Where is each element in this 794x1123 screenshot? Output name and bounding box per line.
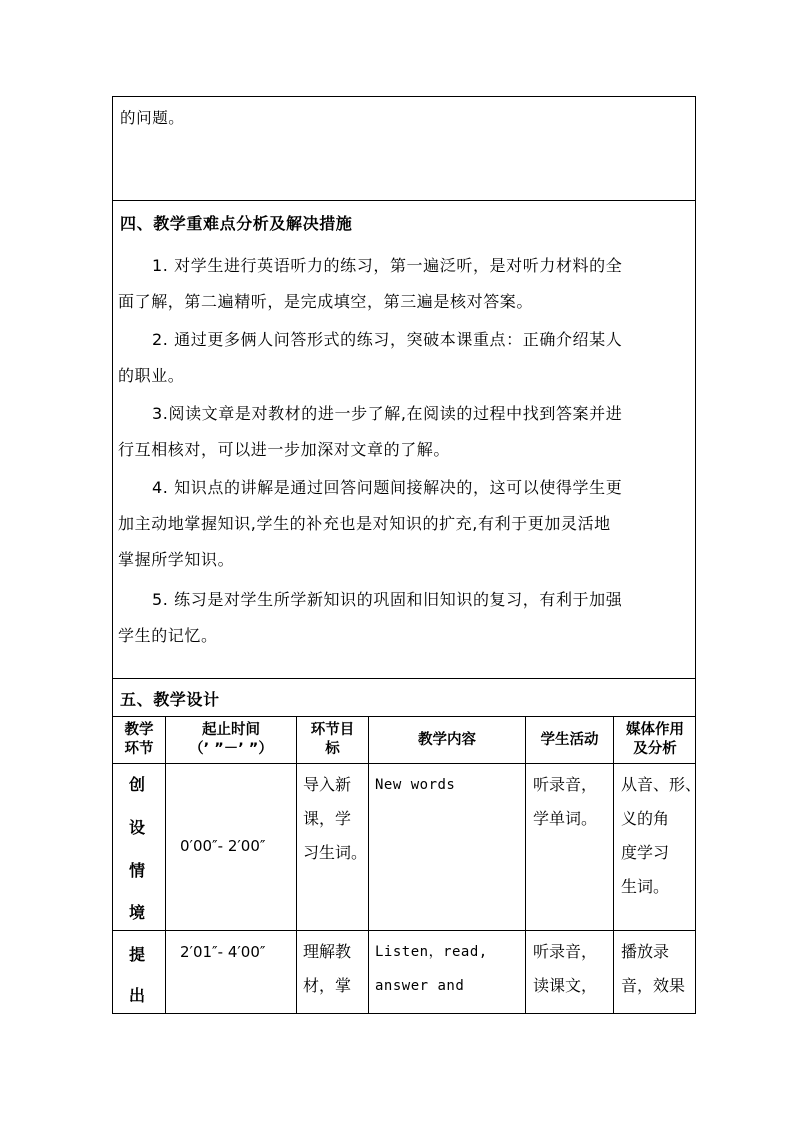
header-time	[166, 721, 296, 759]
text-line: 学生的记忆。	[118, 626, 218, 645]
row-divider	[112, 200, 696, 201]
cell-line: 播放录	[621, 942, 670, 961]
media-cell	[621, 768, 701, 904]
text-line: 面了解，第二遍精听，是完成填空，第三遍是核对答案。	[118, 292, 534, 311]
row-divider	[112, 763, 696, 764]
header-text: 媒体作用	[626, 722, 684, 738]
header-content: 教学内容	[418, 732, 476, 748]
stage-char: 创	[128, 775, 145, 794]
cell-line: 从音、形、	[621, 775, 702, 794]
text-line: 加主动地掌握知识,学生的补充也是对知识的扩充,有利于更加灵活地	[118, 514, 611, 533]
goal-cell	[303, 768, 367, 870]
cell-line: 度学习	[621, 843, 670, 862]
header-text: 环节目	[310, 722, 355, 738]
cell-line: 导入新	[303, 775, 352, 794]
stage-char: 情	[128, 861, 145, 880]
section5-title: 五、教学设计	[120, 690, 220, 709]
header-activity: 学生活动	[540, 732, 599, 748]
header-text: 起止时间	[202, 722, 260, 738]
cell-line: New words	[375, 777, 456, 793]
stage-char: 境	[128, 903, 145, 922]
goal-cell	[303, 935, 351, 1003]
cell-line: 材，掌	[303, 976, 352, 995]
col-divider	[525, 716, 526, 1014]
col-divider	[368, 716, 369, 1014]
section4-paragraph-2	[118, 322, 692, 394]
cell-line: 生词。	[621, 877, 670, 896]
row-divider	[112, 716, 696, 717]
activity-cell	[533, 935, 597, 1003]
cell-line: 学单词。	[533, 809, 598, 828]
cell-line: answer and	[375, 978, 465, 994]
time-range: 0′00″- 2′00″	[180, 837, 266, 855]
stage-char: 提	[128, 945, 145, 964]
continued-text: 的问题。	[120, 109, 185, 127]
header-text: 教学	[124, 722, 154, 738]
text-line: 1. 对学生进行英语听力的练习，第一遍泛听，是对听力材料的全	[152, 256, 623, 275]
cell-line: 习生词。	[303, 843, 368, 862]
section4-title: 四、教学重难点分析及解决措施	[120, 214, 353, 233]
section4-paragraph-3	[118, 396, 692, 468]
text-line: 5. 练习是对学生所学新知识的巩固和旧知识的复习，有利于加强	[152, 590, 623, 609]
cell-line: 听录音，	[533, 775, 598, 794]
section4-paragraph-1	[118, 248, 692, 320]
text-line: 掌握所学知识。	[118, 550, 235, 569]
text-line: 行互相核对，可以进一步加深对文章的了解。	[118, 440, 451, 459]
cell-line: 义的角	[621, 809, 670, 828]
row-divider	[112, 678, 696, 679]
header-text: 环节	[124, 741, 154, 757]
col-divider	[613, 716, 614, 1014]
text-line: 4. 知识点的讲解是通过回答问题间接解决的，这可以使得学生更	[152, 478, 623, 497]
cell-line: 课，学	[303, 809, 352, 828]
header-goal	[297, 721, 368, 759]
header-text: 标	[325, 741, 340, 757]
section4-paragraph-4	[118, 470, 692, 578]
cell-line: 听录音，	[533, 942, 598, 961]
row-divider	[112, 930, 696, 931]
header-text: 及分析	[633, 741, 677, 757]
section4-paragraph-5	[118, 582, 692, 654]
content-cell	[375, 935, 488, 1003]
col-divider	[296, 716, 297, 1014]
cell-line: 理解教	[303, 942, 352, 961]
col-divider	[165, 716, 166, 1014]
activity-cell	[533, 768, 597, 836]
header-stage	[113, 721, 165, 759]
text-line: 的职业。	[118, 366, 185, 385]
text-line: 2. 通过更多俩人问答形式的练习，突破本课重点：正确介绍某人	[152, 330, 623, 349]
media-cell	[621, 935, 685, 1003]
header-text: （’ ”－’ ”）	[189, 741, 273, 757]
cell-line: 读课文，	[533, 976, 598, 995]
stage-char: 出	[128, 986, 145, 1005]
header-media	[614, 721, 696, 759]
cell-line: Listen，read,	[375, 944, 488, 960]
time-range: 2′01″- 4′00″	[180, 943, 266, 961]
stage-char: 设	[128, 818, 145, 837]
content-cell	[375, 768, 455, 802]
text-line: 3.阅读文章是对教材的进一步了解,在阅读的过程中找到答案并进	[152, 404, 623, 423]
cell-line: 音，效果	[621, 976, 686, 995]
